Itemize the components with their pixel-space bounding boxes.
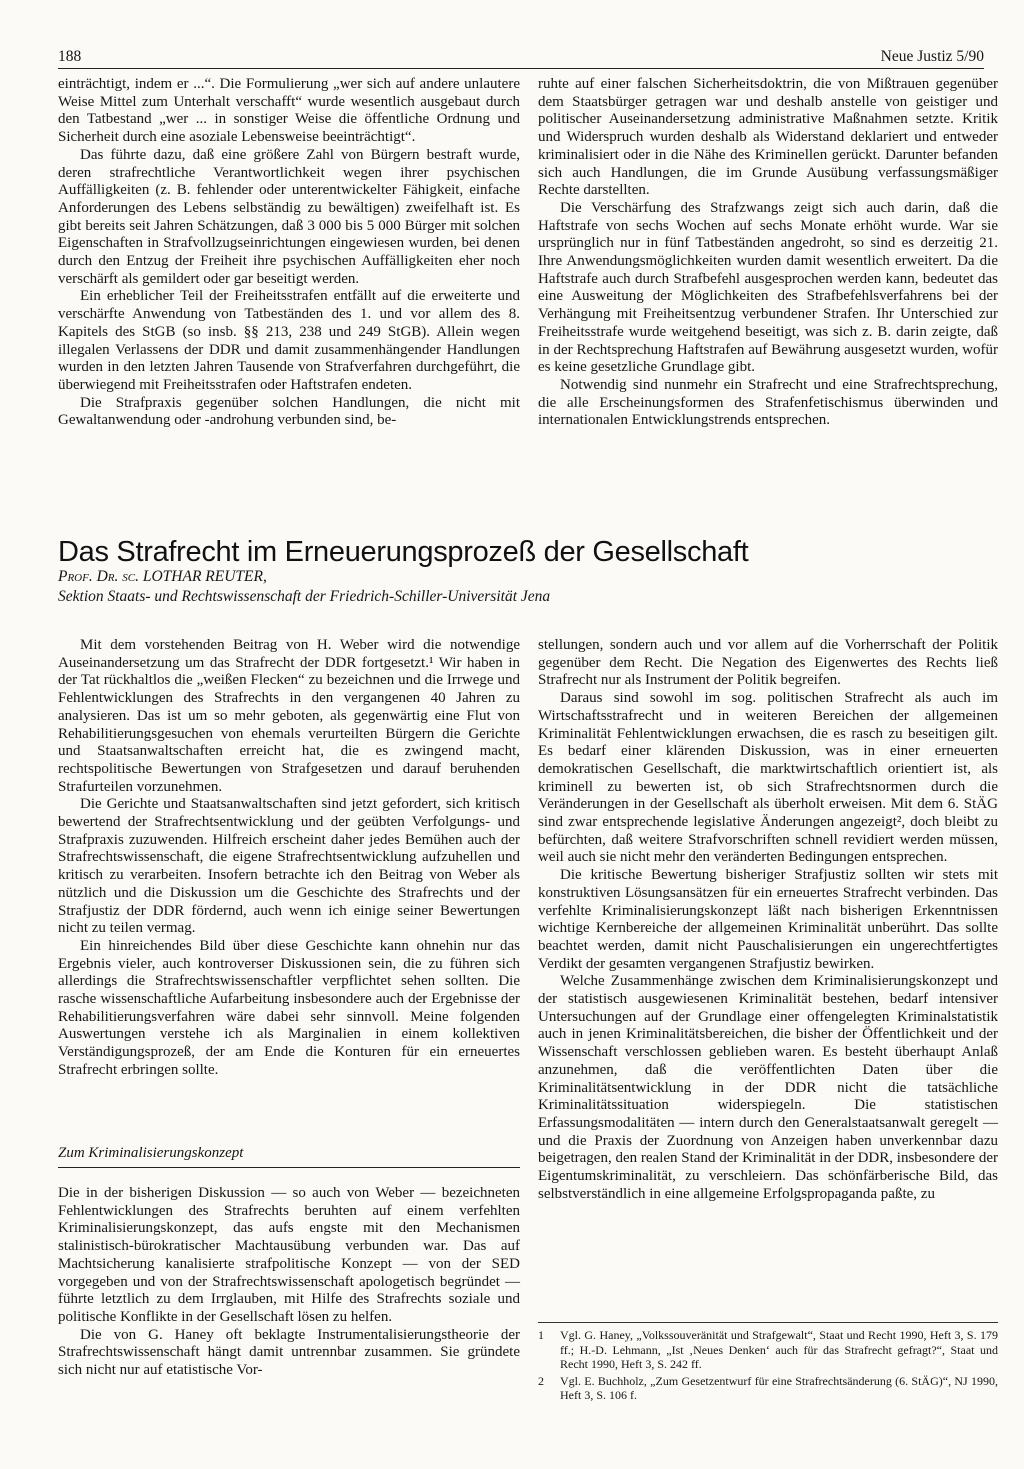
author-affiliation: Sektion Staats- und Rechtswissenschaft der Friedrich-Schiller-Universität Jena (58, 588, 551, 605)
footnote-text: Vgl. G. Haney, „Volkssouveränität und Strafgewalt“, Staat und Recht 1990, Heft 3, S. 179 ff.; H.-D. Lehmann, „Ist ‚Neues Denken‘ auch für das Strafrecht gefragt?“, Staat und Recht 1990, Heft 3, S. 242 ff. (560, 1328, 998, 1372)
paragraph: Das führte dazu, daß eine größere Zahl von Bürgern bestraft wurde, deren strafrechtliche Verantwortlichkeit wegen ihrer psychischen Auffälligkeiten (z. B. fehlender oder unterentwickelter Fähigkeit, einfache Anforderungen des Lebens selbständig zu bewältigen) zweifelhaft ist. Es gibt bereits seit Jahren Schätzungen, daß 3 000 bis 5 000 Bürger mit solchen Eigenschaften in Strafvollzugseinrichtungen eingewiesen wurden, bei denen durch den Entzug der Freiheit ihre psychischen Auffälligkeiten eher noch verschärft als gemildert oder gar beseitigt werden. (58, 146, 520, 287)
footnote (538, 1328, 998, 1372)
article-byline (58, 567, 958, 607)
paragraph: Die in der bisherigen Diskussion — so auch von Weber — bezeichneten Fehlentwicklungen des Strafrechts beruhten auf einem verfehlten Kriminalisierungskonzept, das aufs engste mit den Mechanismen stalinistisch-bürokratischer Machtausübung verbunden war. Das auf Machtsicherung kanalisierte strafpolitische Konzept — von der SED vorgegeben und von der Strafrechtswissenschaft apologetisch begründet — führte letztlich zu dem Irrglauben, mit Hilfe des Strafrechts soziale und politische Konflikte in der Gesellschaft lösen zu helfen. (58, 1185, 520, 1325)
paragraph: Notwendig sind nunmehr ein Strafrecht und eine Strafrechtsprechung, die alle Erscheinungsformen des Strafenfetischismus überwinden und internationalen Entwicklungstrends entsprechen. (538, 376, 998, 429)
footnote-number: 2 (538, 1373, 544, 1388)
footnote-text: Vgl. E. Buchholz, „Zum Gesetzentwurf für eine Strafrechtsänderung (6. StÄG)“, NJ 1990, Heft 3, S. 106 f. (560, 1373, 998, 1403)
paragraph: Die Verschärfung des Strafzwangs zeigt sich auch darin, daß die Haftstrafe von sechs Wochen auf sechs Monate erhöht wurde. War sie ursprünglich nur in fünf Tatbeständen angedroht, so sind es derzeitig 21. Ihre Anwendungsmöglichkeiten wurden damit wesentlich erweitert. Da die Haftstrafe auch durch Strafbefehl ausgesprochen werden kann, bedeutet das eine Ausweitung der Möglichkeiten des Strafbefehlsverfahrens bei der Verhängung mit Freiheitsentzug verbundener Strafen. Ihr Unterschied zur Freiheitsstrafe wurde weitgehend beseitigt, was sich z. B. darin zeigte, daß in der Rechtsprechung Haftstrafen auf Bewährung ausgesetzt wurden, wofür es keine gesetzliche Grundlage gibt. (538, 199, 998, 376)
paragraph: Die Strafpraxis gegenüber solchen Handlungen, die nicht mit Gewaltanwendung oder -androhung verbunden sind, be- (58, 394, 520, 429)
paragraph: Ein erheblicher Teil der Freiheitsstrafen entfällt auf die erweiterte und verschärfte Anwendung von Tatbeständen des 1. und vor allem des 8. Kapitels des StGB (so insb. §§ 213, 238 und 249 StGB). Allein wegen illegalen Verlassens der DDR und damit zusammenhängender Handlungen wurden in den letzten Jahren Tausende von Strafverfahren durchgeführt, die überwiegend mit Freiheitsstrafen oder Haftstrafen endeten. (58, 288, 520, 393)
section-subheading: Zum Kriminalisierungskonzept (58, 1145, 520, 1168)
paragraph: Daraus sind sowohl im sog. politischen Strafrecht als auch im Wirtschaftsstrafrecht und in weiteren Bereichen der allgemeinen Kriminalität Fehlentwicklungen erwachsen, die es rasch zu beseitigen gilt. Es bedarf einer klärenden Diskussion, was in einer erneuerten demokratischen Gesellschaft, die marktwirtschaftlich orientiert ist, als kriminell zu bewerten ist, ob sich Strafrechtsnormen durch die Veränderungen in der Gesellschaft als überholt erweisen. Mit dem 6. StÄG sind zwar entsprechende legislative Änderungen angezeigt², doch bleibt zu befürchten, daß weitere Strafvorschriften schnell revidiert werden müssen, weil auch sie nicht mehr den veränderten Bedingungen entsprechen. (538, 690, 998, 866)
article-title: Das Strafrecht im Erneuerungsprozeß der Gesellschaft (58, 536, 749, 568)
paragraph: stellungen, sondern auch und vor allem auf die Vorherrschaft der Politik gegenüber dem Recht. Die Negation des Eigenwertes des Rechts ließ Strafrecht nur als Instrument der Politik begreifen. (538, 637, 998, 689)
paragraph: Ein hinreichendes Bild über diese Geschichte kann ohnehin nur das Ergebnis vieler, auch kontroverser Diskussionen sein, die zu führen sich allerdings die Strafrechtswissenschaftler verpflichtet sehen sollten. Die rasche wissenschaftliche Aufarbeitung insbesondere auch der Ergebnisse der Rehabilitierungsverfahren wäre dabei sehr sinnvoll. Meine folgenden Auswertungen verstehe ich als Marginalien in einem kollektiven Verständigungsprozeß, der am Ende die Konturen für ein erneuertes Strafrecht erbringen sollte. (58, 937, 520, 1078)
paragraph: Die kritische Bewertung bisheriger Strafjustiz sollten wir stets mit konstruktiven Lösungsansätzen für ein erneuertes Strafrecht verbinden. Das verfehlte Kriminalisierungskonzept läßt nach bisherigen Erkenntnissen wichtige Kernbereiche der allgemeinen Kriminalität unberührt. Das sollte beachtet werden, damit nicht Pauschalisierungen ein ungerechtfertigtes Verdikt der gesamten vergangenen Strafjustiz bewirken. (538, 867, 998, 972)
running-header (58, 46, 984, 69)
footnote-number: 1 (538, 1328, 544, 1342)
footnote (538, 1374, 998, 1403)
author-name: Prof. Dr. sc. LOTHAR REUTER, (58, 568, 267, 585)
paragraph: ruhte auf einer falschen Sicherheitsdoktrin, die von Mißtrauen gegenüber dem Staatsbürger getragen war und deshalb anstelle von geistiger und politischer Auseinandersetzung administrative Maßnahmen setzte. Kritik und Widerspruch wurden deshalb als Widerstand deklariert und entweder kriminalisiert oder in die Nähe des Kriminellen gerückt. Darunter befanden sich auch Handlungen, die im Grunde Ausübung verfassungsmäßiger Rechte darstellten. (538, 76, 998, 199)
article-column-right (538, 637, 998, 1204)
page-number: 188 (58, 48, 82, 65)
paragraph: Die Gerichte und Staatsanwaltschaften sind jetzt gefordert, sich kritisch bewertend der Strafrechtsentwicklung und der geübten Verfolgungs- und Strafpraxis zuzuwenden. Hilfreich erscheint daher jedes Bemühen auch der Strafrechtswissenschaft, die eigene Strafrechtsentwicklung aufzuhellen und kritisch zu verarbeiten. Insofern betrachte ich den Beitrag von Weber als nützlich und die Diskussion um die Geschichte des Strafrechts und der Strafjustiz der DDR fördernd, auch wenn ich einige seiner Bewertungen nicht zu teilen vermag. (58, 796, 520, 937)
paragraph: Die von G. Haney oft beklagte Instrumentalisierungstheorie der Strafrechtswissenschaft hängt damit untrennbar zusammen. Sie gründete sich nicht nur auf etatistische Vor- (58, 1326, 520, 1379)
previous-article-column-left (58, 76, 520, 430)
paragraph: einträchtigt, indem er ...“. Die Formulierung „wer sich auf andere unlautere Weise Mittel zum Unterhalt verschafft“ wurde wesentlich ausgebaut durch den Tatbestand „wer ... in sonstiger Weise die öffentliche Ordnung und Sicherheit durch eine asoziale Lebensweise beeinträchtigt“. (58, 76, 520, 146)
paragraph: Mit dem vorstehenden Beitrag von H. Weber wird die notwendige Auseinandersetzung um das Strafrecht der DDR fortgesetzt.¹ Wir haben in der Tat rückhaltlos die „weißen Flecken“ zu bezeichnen und die Irrwege und Fehlentwicklungen des Strafrechts in den vergangenen 40 Jahren zu analysieren. Das ist um so mehr geboten, als gegenwärtig eine Flut von Rehabilitierungsgesuchen von ehemals verurteilten Bürgern die Gerichte und Staatsanwaltschaften erreicht hat, die es zwingend macht, rechtspolitische Bewertungen von Strafgesetzen und darauf beruhenden Strafurteilen vorzunehmen. (58, 637, 520, 795)
journal-issue: Neue Justiz 5/90 (880, 48, 984, 65)
paragraph: Welche Zusammenhänge zwischen dem Kriminalisierungskonzept und der statistisch ausgewiesenen Kriminalität bestehen, bedarf intensiver Untersuchungen auf der Grundlage einer offengelegten Kriminalstatistik auch in jenen Kriminalitätsbereichen, die bisher der Öffentlichkeit und der Wissenschaft verschlossen geblieben waren. Es besteht überhaupt Anlaß anzunehmen, daß die veröffentlichten Daten über die Kriminalitätsentwicklung in der DDR nicht die tatsächliche Kriminalitätssituation widerspiegeln. Die statistischen Erfassungsmodalitäten — intern durch den Generalstaatsanwalt geregelt — und die Praxis der Zuordnung von Anzeigen haben unverkennbar dazu beigetragen, den realen Stand der Kriminalität in der DDR, insbesondere der Eigentumskriminalität, zu verschleiern. Das schönfärberische Bild, das selbstverständlich in eine allgemeine Erfolgspropaganda paßte, zu (538, 973, 998, 1202)
previous-article-column-right (538, 76, 998, 430)
footnotes (538, 1322, 998, 1405)
article-column-left-upper (58, 637, 520, 1080)
article-column-left-lower (58, 1185, 520, 1380)
